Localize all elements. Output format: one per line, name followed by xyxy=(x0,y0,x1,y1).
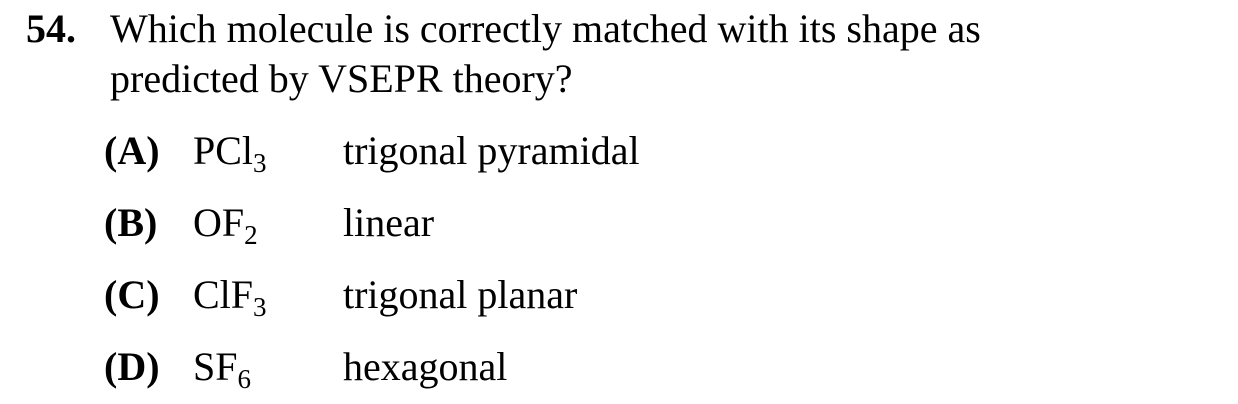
choice-formula xyxy=(193,270,267,320)
formula-subscript: 2 xyxy=(244,220,258,250)
choice-shape: hexagonal xyxy=(343,344,508,389)
question-stem-line-2: predicted by VSEPR theory? xyxy=(110,56,573,101)
answer-choice-b[interactable] xyxy=(0,198,1238,248)
formula-subscript: 6 xyxy=(237,364,251,394)
answer-choice-d[interactable] xyxy=(0,342,1238,392)
question-stem-line-1: Which molecule is correctly matched with its shape as xyxy=(110,6,981,51)
choice-letter: (A) xyxy=(104,128,160,173)
formula-base: PCl xyxy=(193,128,254,173)
choice-letter: (C) xyxy=(104,272,160,317)
choice-shape: trigonal planar xyxy=(343,272,578,317)
answer-choice-c[interactable] xyxy=(0,270,1238,320)
formula-subscript: 3 xyxy=(253,292,267,322)
choice-letter: (D) xyxy=(104,344,160,389)
question-number: 54. xyxy=(26,6,76,51)
choice-shape: linear xyxy=(343,200,435,245)
answer-choice-a[interactable] xyxy=(0,126,1238,176)
formula-base: SF xyxy=(193,344,238,389)
question-stem xyxy=(110,4,1210,104)
formula-base: ClF xyxy=(193,272,254,317)
formula-base: OF xyxy=(193,200,245,245)
choice-formula xyxy=(193,126,267,176)
choice-letter: (B) xyxy=(104,200,158,245)
choice-formula xyxy=(193,198,258,248)
choice-formula xyxy=(193,342,251,392)
formula-subscript: 3 xyxy=(253,148,267,178)
choice-shape: trigonal pyramidal xyxy=(343,128,640,173)
